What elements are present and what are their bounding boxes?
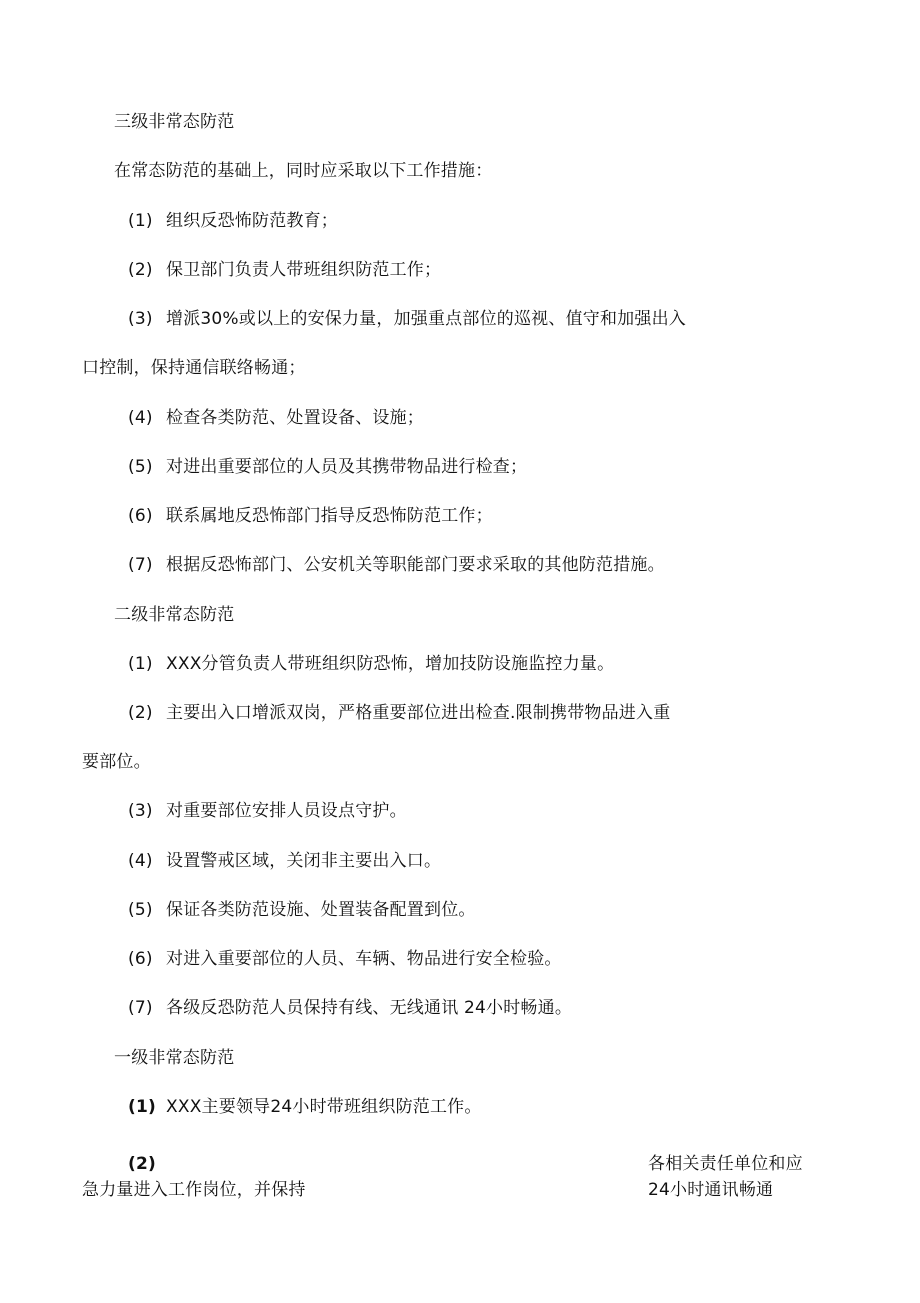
item-number: (4) [128, 851, 153, 871]
list-item [128, 996, 572, 1020]
item-number: (7) [128, 998, 153, 1018]
item-number: (2) [128, 260, 153, 280]
list-item [128, 406, 424, 430]
section-intro: 在常态防范的基础上，同时应采取以下工作措施： [114, 161, 493, 181]
item-text-right: 各相关责任单位和应 [648, 1154, 803, 1174]
list-item [128, 258, 441, 282]
list-item [128, 799, 407, 823]
item-text: 对进入重要部位的人员、车辆、物品进行安全检验。 [166, 949, 562, 969]
item-text: XXX分管负责人带班组织防恐怖，增加技防设施监控力量。 [166, 654, 615, 674]
item-number: (2) [128, 1154, 156, 1174]
list-item [128, 1095, 482, 1119]
list-item [128, 652, 614, 676]
list-item [128, 504, 493, 528]
item-text: 主要出入口增派双岗，严格重要部位进出检查.限制携带物品进入重 [166, 703, 671, 723]
list-item [128, 307, 686, 331]
section-heading-level3: 三级非常态防范 [114, 112, 235, 132]
list-item [128, 701, 670, 725]
item-continuation: 要部位。 [82, 752, 151, 772]
item-number: (5) [128, 900, 153, 920]
item-text: 保证各类防范设施、处置装备配置到位。 [166, 900, 476, 920]
item-text: 组织反恐怖防范教育； [166, 211, 338, 231]
item-number: (3) [128, 309, 153, 329]
item-text-right: 24小时通讯畅通 [648, 1180, 774, 1200]
item-number: (2) [128, 703, 153, 723]
item-number: (1) [128, 211, 153, 231]
item-text: 各级反恐防范人员保持有线、无线通讯 24小时畅通。 [166, 998, 573, 1018]
item-number: (3) [128, 801, 153, 821]
section-heading-level2: 二级非常态防范 [114, 605, 235, 625]
item-number: (4) [128, 408, 153, 428]
item-number: (1) [128, 1097, 156, 1117]
item-number: (5) [128, 457, 153, 477]
item-number: (7) [128, 555, 153, 575]
item-number: (1) [128, 654, 153, 674]
list-item [128, 553, 665, 577]
list-item [128, 849, 441, 873]
item-text: 检查各类防范、处置设备、设施； [166, 408, 424, 428]
list-item [128, 947, 562, 971]
item-text: 对重要部位安排人员设点守护。 [166, 801, 407, 821]
list-item [128, 209, 338, 233]
item-text: 对进出重要部位的人员及其携带物品进行检查； [166, 457, 528, 477]
section-heading-level1: 一级非常态防范 [114, 1048, 235, 1068]
item-text-left: 急力量进入工作岗位，并保持 [82, 1180, 306, 1200]
item-text: 根据反恐怖部门、公安机关等职能部门要求采取的其他防范措施。 [166, 555, 665, 575]
item-text: 增派30%或以上的安保力量，加强重点部位的巡视、值守和加强出入 [166, 309, 686, 329]
item-text: 联系属地反恐怖部门指导反恐怖防范工作； [166, 506, 493, 526]
item-text: 设置警戒区域，关闭非主要出入口。 [166, 851, 442, 871]
item-text: 保卫部门负责人带班组织防范工作； [166, 260, 442, 280]
item-number: (6) [128, 949, 153, 969]
list-item [128, 455, 527, 479]
list-item [128, 898, 476, 922]
item-number: (6) [128, 506, 153, 526]
item-text: XXX主要领导24小时带班组织防范工作。 [166, 1097, 482, 1117]
item-continuation: 口控制，保持通信联络畅通； [82, 358, 306, 378]
